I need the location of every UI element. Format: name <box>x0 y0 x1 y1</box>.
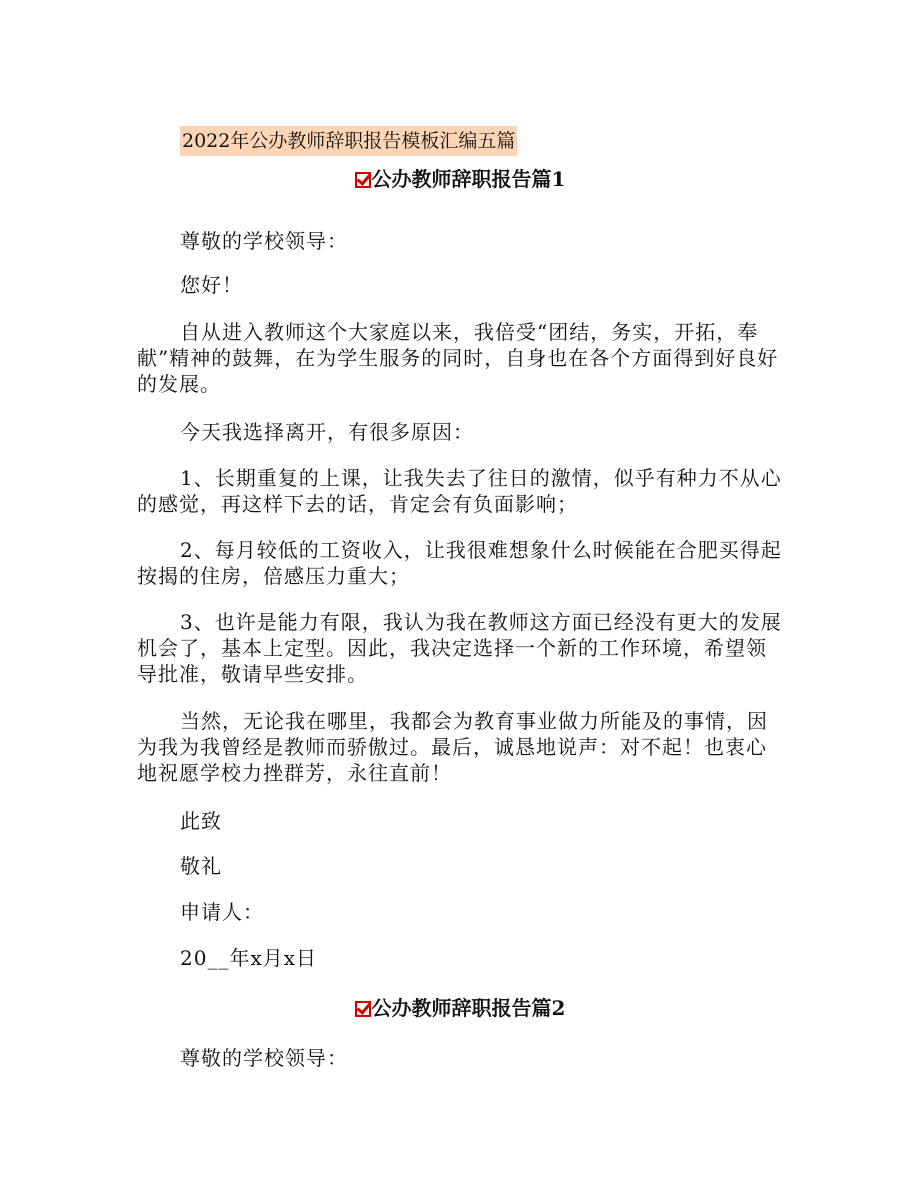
section-heading-1 <box>0 164 920 194</box>
salutation: 尊敬的学校领导： <box>180 229 348 253</box>
checkbox-checked-icon <box>355 1001 371 1017</box>
section-heading-2-text: 公办教师辞职报告篇2 <box>371 996 566 1020</box>
document-title: 2022年公办教师辞职报告模板汇编五篇 <box>180 126 517 156</box>
salutation-2: 尊敬的学校领导： <box>180 1046 348 1070</box>
section-heading-1-text: 公办教师辞职报告篇1 <box>371 167 566 191</box>
greeting: 您好！ <box>180 273 243 297</box>
body-paragraph-closing: 当然，无论我在哪里，我都会为教育事业做力所能及的事情，因为我为我曾经是教师而骄傲过。最后，诚恳地说声：对不起！也衷心地祝愿学校力挫群芳，永往直前！ <box>137 709 768 785</box>
checkbox-checked-icon <box>355 172 371 188</box>
applicant-label: 申请人： <box>180 900 264 924</box>
reason-item-3: 3、也许是能力有限，我认为我在教师这方面已经没有更大的发展机会了，基本上定型。因此，我决定选择一个新的工作环境，希望领导批准，敬请早些安排。 <box>137 610 782 686</box>
closing-jingli: 敬礼 <box>180 854 222 878</box>
body-paragraph-reasons: 今天我选择离开，有很多原因： <box>180 420 474 444</box>
reason-item-1: 1、长期重复的上课，让我失去了往日的激情，似乎有种力不从心的感觉，再这样下去的话，肯定会有负面影响； <box>137 466 782 516</box>
date-line: 20__年x月x日 <box>180 946 318 970</box>
section-heading-2 <box>0 993 920 1023</box>
closing-cizhi: 此致 <box>180 809 222 833</box>
body-paragraph-intro: 自从进入教师这个大家庭以来，我倍受“团结，务实，开拓，奉献”精神的鼓舞，在为学生服务的同时，自身也在各个方面得到好良好的发展。 <box>137 320 779 396</box>
reason-item-2: 2、每月较低的工资收入，让我很难想象什么时候能在合肥买得起按揭的住房，倍感压力重大； <box>137 538 782 588</box>
